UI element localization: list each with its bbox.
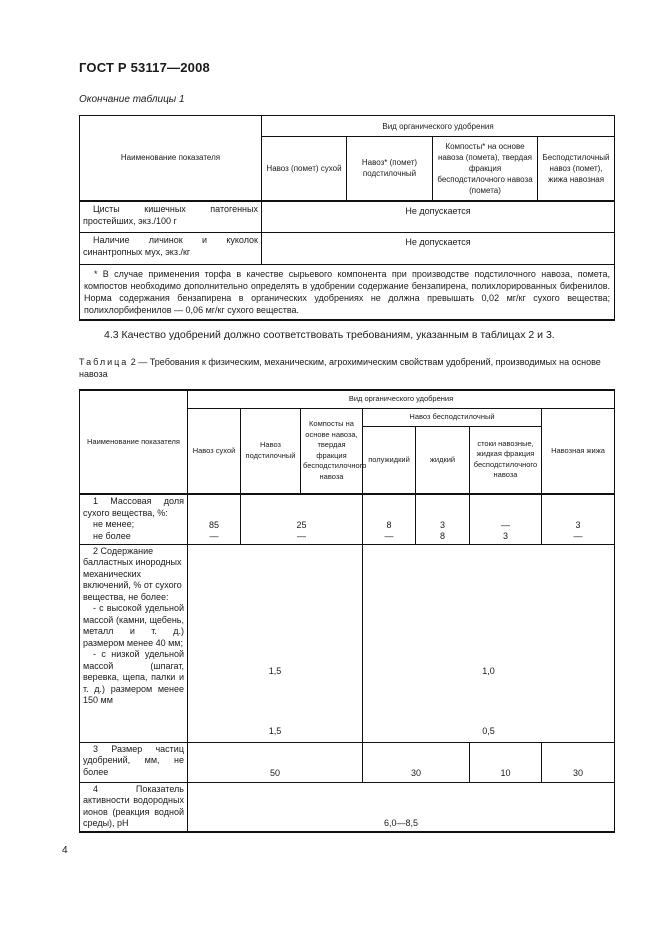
cell-effluent (470, 494, 542, 544)
cell-value: 10 (470, 742, 542, 782)
row-label-sub-low: - с низкой удельной массой (шпагат, веревка, щепа, палки и т. д.) размером менее 150 мм (83, 649, 184, 705)
cell-semiliquid (363, 494, 416, 544)
table-continuation-label: Окончание таблицы 1 (79, 94, 185, 105)
value-min: — (501, 519, 510, 530)
page-number: 4 (62, 845, 68, 856)
column-header-slurry: Навозная жижа (542, 408, 615, 494)
value-high: 1,5 (268, 665, 282, 676)
table-row (80, 201, 615, 233)
value-max: — (297, 530, 306, 541)
row-label-title: 2 Содержание балластных инородных механических включений, % от сухого вещества, не более: (83, 545, 182, 602)
column-header-bedding: Навоз подстилочный (241, 408, 301, 494)
column-group-header: Вид органического удобрения (188, 390, 615, 408)
value-low: 0,5 (482, 725, 495, 736)
cell-dry (188, 494, 241, 544)
value-high: 1,0 (482, 665, 495, 676)
row-label: Цисты кишечных патогенных простейших, экз./100 г (80, 201, 262, 233)
table-row (80, 742, 615, 782)
table-footnote: * В случае применения торфа в качестве сырьевого компонента при производстве подстилочного навоза, помета, компостов необходимо дополнительно определять в удобрении содержание бензапирена, полихлорированных бифенилов. Норма содержания бензапирена в органических удобрениях не должна превышать 0,02 мг/кг сухого вещества; полихлорбифенилов — 0,06 мг/кг сухого вещества. (80, 265, 615, 321)
row-label: Наличие личинок и куколок синантропных мух, экз./кг (80, 233, 262, 265)
cell-value: 50 (188, 742, 363, 782)
column-header-effluent: стоки навозные, жидкая фракция бесподстилочного навоза (470, 426, 542, 494)
value-min: 3 (439, 519, 445, 530)
value-low: 1,5 (268, 725, 282, 736)
value-min: 25 (296, 519, 307, 530)
column-header-liquid: жидкий (416, 426, 470, 494)
column-header-bedding: Навоз* (помет) подстилочный (347, 137, 433, 201)
value-min: 8 (386, 519, 392, 530)
cell-liquid (416, 494, 470, 544)
cell-liquid-group (363, 544, 615, 742)
value-min: 85 (208, 519, 219, 530)
column-header-indicator: Наименование показателя (80, 390, 188, 494)
column-header-compost: Компосты* на основе навоза (помета), твердая фракция бесподстилочного навоза (помета) (433, 137, 538, 201)
column-header-dry: Навоз сухой (188, 408, 241, 494)
column-header-dry: Навоз (помет) сухой (262, 137, 347, 201)
table-caption-label: Таблица (79, 357, 129, 367)
table-2 (79, 389, 615, 833)
document-title: ГОСТ Р 53117—2008 (79, 60, 210, 75)
cell-solid-group (188, 544, 363, 742)
table-caption-text: 2 — Требования к физическим, механическим, агрохимическим свойствам удобрений, производимых на основе навоза (79, 357, 601, 379)
cell-value: 6,0—8,5 (188, 782, 615, 832)
row-value: Не допускается (262, 233, 615, 265)
paragraph-4-3: 4.3 Качество удобрений должно соответствовать требованиям, указанным в таблицах 2 и 3. (104, 329, 555, 341)
row-label: 3 Размер частиц удобрений, мм, не более (80, 742, 188, 782)
column-group-header: Вид органического удобрения (262, 116, 615, 137)
cell-slurry (542, 494, 615, 544)
row-label-max: не более (93, 530, 131, 541)
value-max: — (209, 530, 219, 541)
table-row (80, 782, 615, 832)
value-max: — (573, 530, 583, 541)
table-row (80, 494, 615, 544)
row-label-title: 1 Массовая доля сухого вещества, %: (83, 496, 184, 518)
cell-value: 30 (542, 742, 615, 782)
row-label-min: не менее; (93, 519, 135, 529)
value-max: 3 (502, 530, 508, 541)
column-header-semiliquid: полужидкий (363, 426, 416, 494)
column-subgroup-beddingless: Навоз бесподстилочный (363, 408, 542, 426)
row-value: Не допускается (262, 201, 615, 233)
table-row (80, 544, 615, 742)
column-header-indicator: Наименование показателя (80, 116, 262, 201)
row-label: 4 Показатель активности водородных ионов (реакция водной среды), pH (80, 782, 188, 832)
row-label-sub-high: - с высокой удельной массой (камни, щебень, металл и т. д.) размером менее 40 мм; (83, 603, 184, 648)
value-min: 3 (575, 519, 581, 530)
cell-value: 30 (363, 742, 470, 782)
row-label (80, 544, 188, 742)
table-2-caption (79, 356, 613, 380)
table-row (80, 233, 615, 265)
column-header-beddingless: Бесподстилочный навоз (помет), жижа навозная (538, 137, 615, 201)
value-max: 8 (439, 530, 445, 541)
cell-bedding-compost (241, 494, 363, 544)
column-header-compost: Компосты на основе навоза, твердая фракция бесподстилочного навоза (301, 408, 363, 494)
value-max: — (384, 530, 394, 541)
table-1 (79, 115, 615, 321)
row-label (80, 494, 188, 544)
